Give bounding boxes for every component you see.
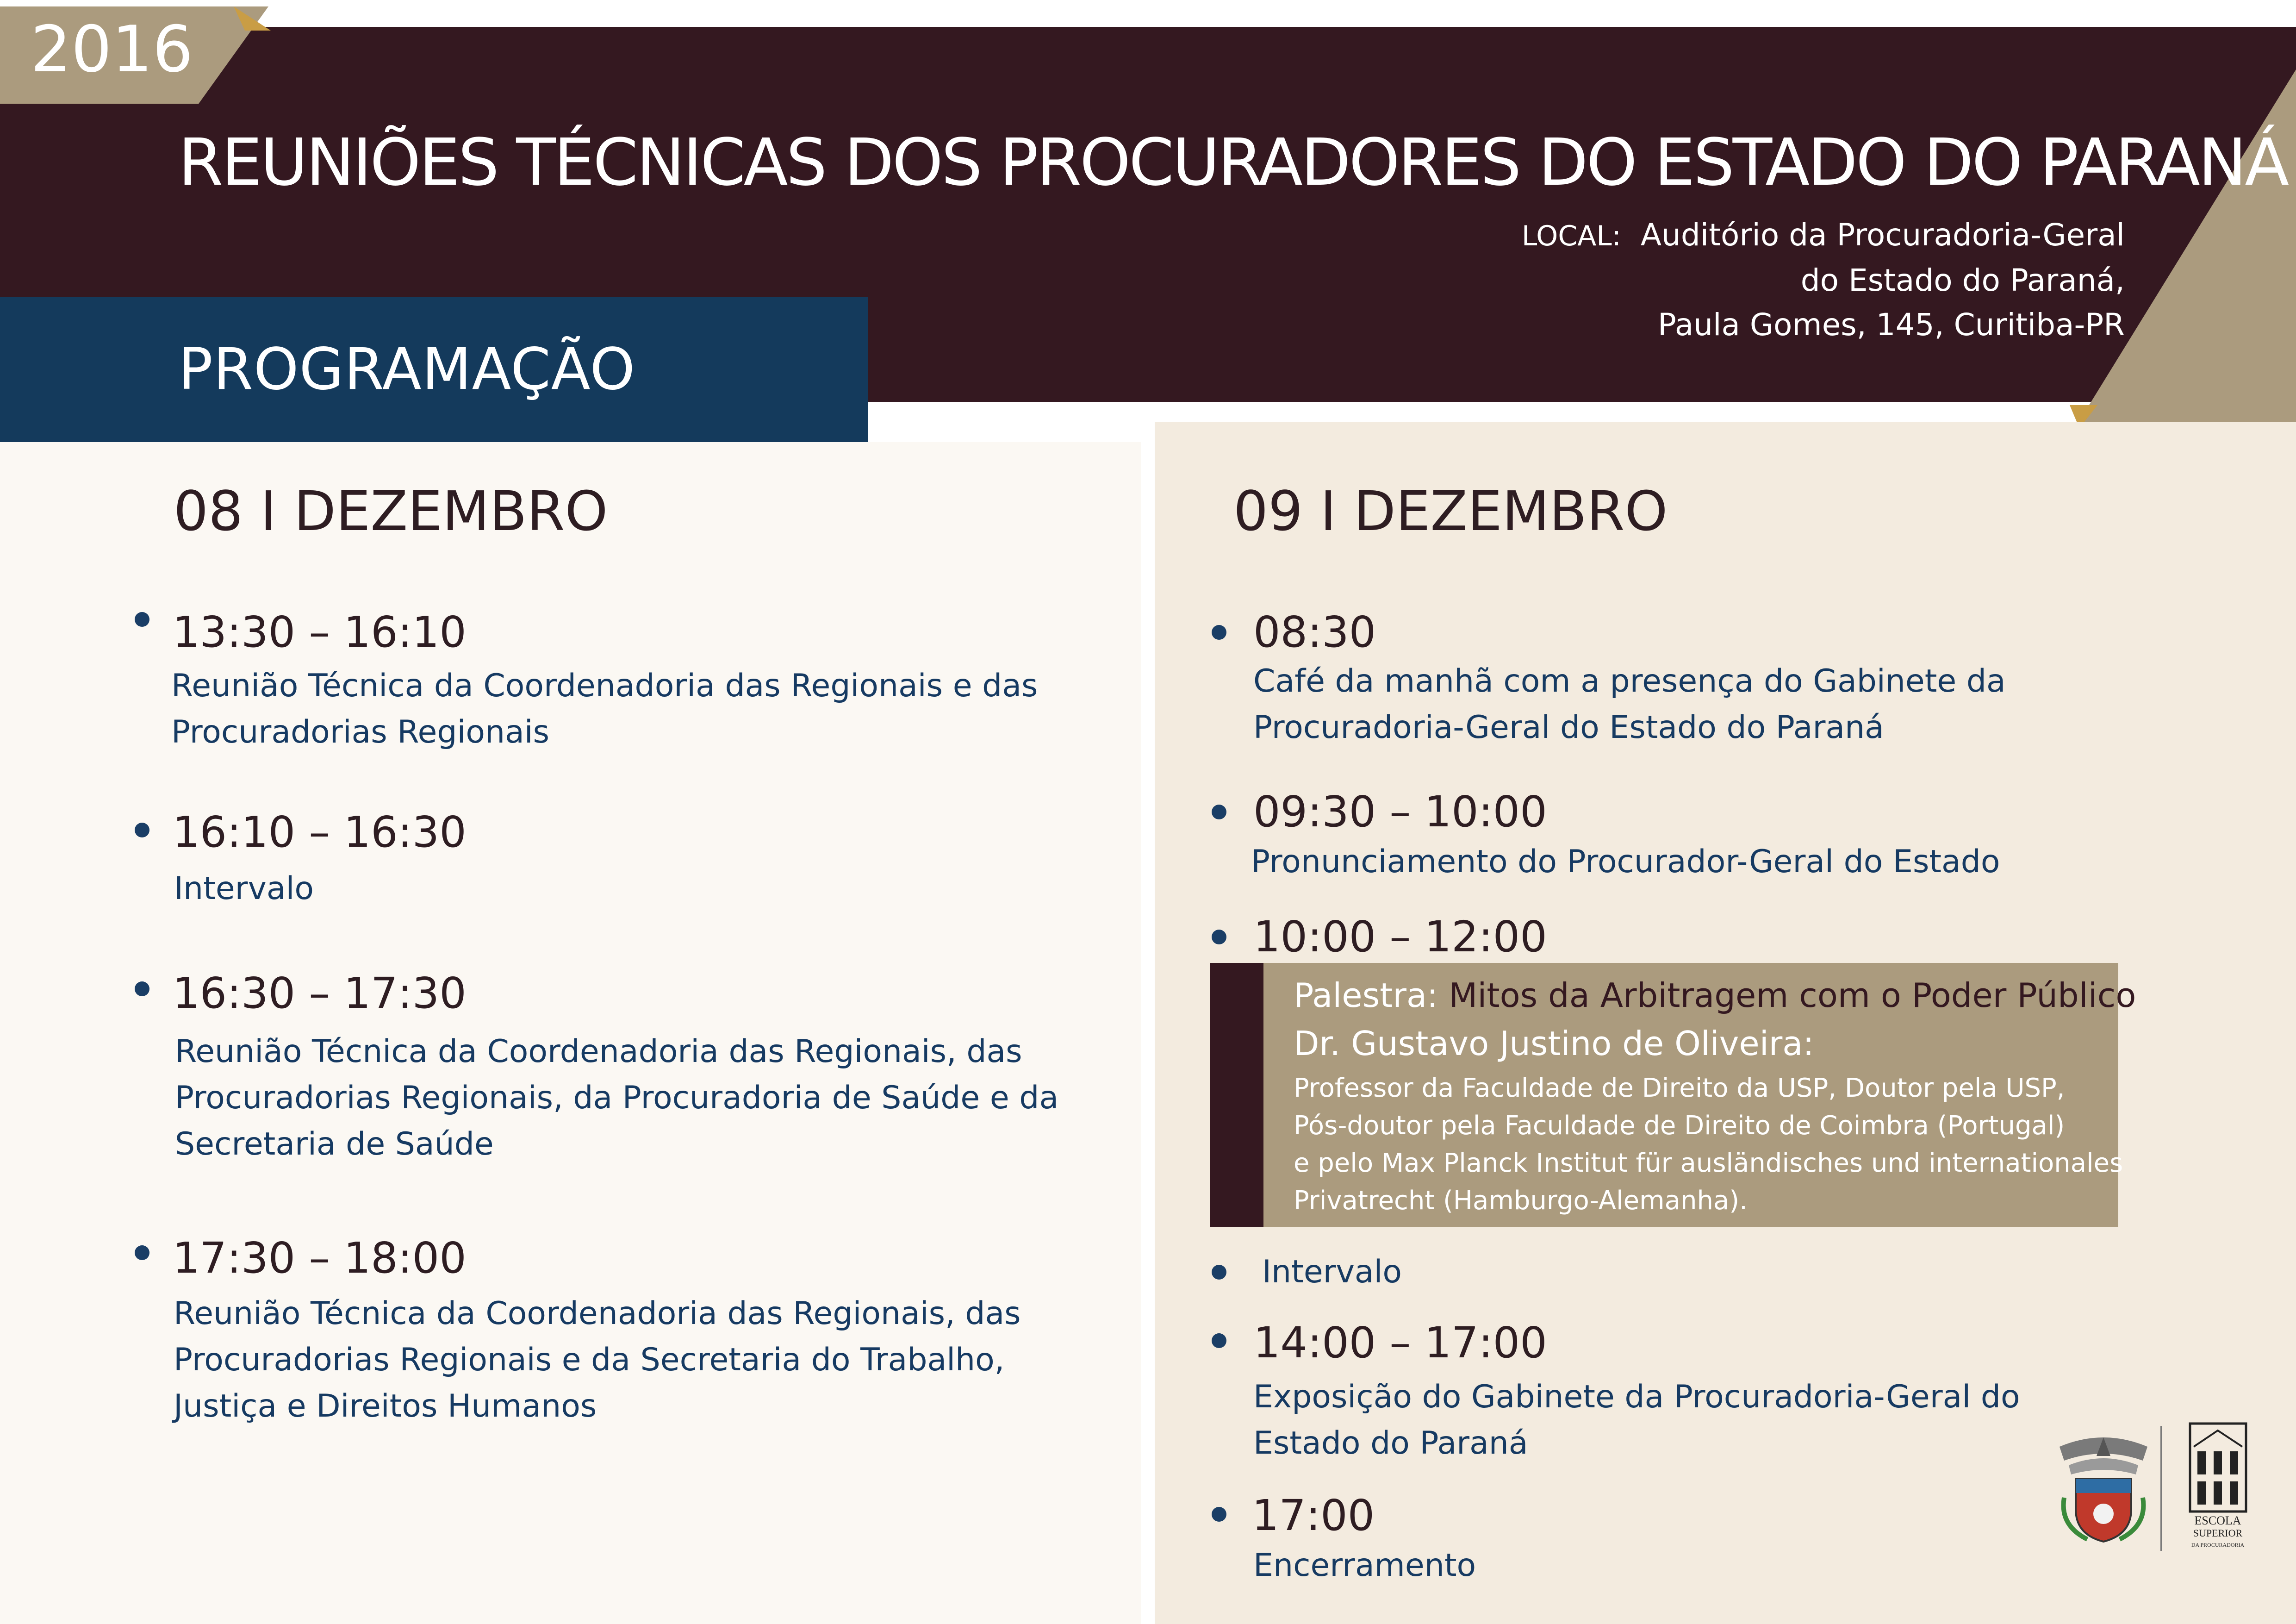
- page-title: REUNIÕES TÉCNICAS DOS PROCURADORES DO ESTADO DO PARANÁ: [178, 125, 2288, 200]
- day2-item-4-description: [1262, 1249, 1402, 1295]
- bullet-icon: [135, 612, 149, 627]
- description-line: Reunião Técnica da Coordenadoria das Regionais, das: [175, 1033, 1022, 1070]
- description-line: Intervalo: [174, 870, 314, 907]
- lecture-accent-bar: [1210, 963, 1263, 1227]
- location-line-3: Paula Gomes, 145, Curitiba-PR: [1658, 307, 2125, 343]
- description-line: Justiça e Direitos Humanos: [174, 1388, 597, 1424]
- description-line: Café da manhã com a presença do Gabinete da: [1253, 663, 2006, 700]
- description-line: Secretaria de Saúde: [175, 1126, 494, 1162]
- description-line: Encerramento: [1253, 1547, 1476, 1584]
- location-label: LOCAL:: [1521, 220, 1621, 252]
- location-line-2: do Estado do Paraná,: [1800, 262, 2125, 298]
- bullet-icon: [1212, 805, 1226, 819]
- bullet-icon: [1212, 930, 1226, 944]
- bullet-icon: [135, 823, 149, 837]
- school-logo-line-1: ESCOLA: [2194, 1514, 2241, 1527]
- bio-line: Professor da Faculdade de Direito da USP, Doutor pela USP,: [1294, 1073, 2065, 1103]
- day1-item-1-time: 13:30 – 16:10: [173, 607, 467, 657]
- day2-item-6-time: 17:00: [1252, 1491, 1375, 1540]
- lecture-topic: Mitos da Arbitragem com o Poder Público: [1449, 976, 2136, 1015]
- bio-line: Pós-doutor pela Faculdade de Direito de Coimbra (Portugal): [1294, 1111, 2065, 1141]
- description-line: Procuradorias Regionais: [171, 714, 550, 750]
- school-building-icon: [2184, 1419, 2252, 1551]
- description-line: Procuradoria-Geral do Estado do Paraná: [1253, 709, 1884, 746]
- day2-title: 09 I DEZEMBRO: [1233, 479, 1668, 543]
- description-line: Pronunciamento do Procurador-Geral do Estado: [1251, 843, 2000, 880]
- day2-item-5-time: 14:00 – 17:00: [1253, 1318, 1547, 1368]
- day1-item-3-description: [175, 1029, 1058, 1168]
- day1-item-2-time: 16:10 – 16:30: [173, 807, 467, 857]
- section-title: PROGRAMAÇÃO: [178, 336, 636, 403]
- day1-title: 08 I DEZEMBRO: [174, 479, 608, 543]
- location-line-1-text: Auditório da Procuradoria-Geral: [1640, 217, 2125, 253]
- bullet-icon: [1212, 625, 1226, 640]
- coat-of-arms-icon: [2050, 1428, 2157, 1544]
- description-line: Procuradorias Regionais, da Procuradoria de Saúde e da: [175, 1080, 1059, 1116]
- day2-item-1-description: [1253, 658, 2006, 751]
- day2-item-1-time: 08:30: [1253, 607, 1376, 657]
- lecture-speaker: Dr. Gustavo Justino de Oliveira:: [1294, 1024, 1814, 1063]
- lecture-label: Palestra:: [1294, 976, 1438, 1015]
- day1-item-1-description: [171, 663, 1038, 756]
- bullet-icon: [1212, 1507, 1226, 1522]
- day1-item-4-description: [174, 1291, 1021, 1430]
- description-line: Estado do Paraná: [1253, 1425, 1528, 1462]
- location-line-1: [1522, 213, 2125, 258]
- location-block: [1522, 213, 2125, 347]
- day2-item-2-time: 09:30 – 10:00: [1253, 787, 1547, 837]
- school-logo-line-2: SUPERIOR: [2193, 1527, 2243, 1539]
- day2-item-6-description: [1253, 1543, 1476, 1589]
- day2-item-2-description: [1251, 839, 2000, 885]
- bullet-icon: [135, 981, 149, 996]
- day1-item-4-time: 17:30 – 18:00: [173, 1233, 467, 1283]
- description-line: Reunião Técnica da Coordenadoria das Regionais e das: [171, 668, 1038, 704]
- day2-item-5-description: [1253, 1374, 2020, 1467]
- description-line: Procuradorias Regionais e da Secretaria do Trabalho,: [174, 1342, 1005, 1378]
- day1-item-2-description: [174, 866, 314, 912]
- bullet-icon: [1212, 1265, 1226, 1280]
- description-line: Intervalo: [1262, 1254, 1402, 1290]
- school-logo-line-3: DA PROCURADORIA: [2191, 1542, 2245, 1548]
- bullet-icon: [1212, 1333, 1226, 1348]
- day1-item-3-time: 16:30 – 17:30: [173, 968, 467, 1018]
- logo-divider: [2160, 1426, 2162, 1551]
- bullet-icon: [135, 1245, 149, 1260]
- description-line: Exposição do Gabinete da Procuradoria-Geral do: [1253, 1379, 2020, 1415]
- description-line: Reunião Técnica da Coordenadoria das Regionais, das: [174, 1295, 1021, 1332]
- bio-line: Privatrecht (Hamburgo-Alemanha).: [1294, 1186, 1748, 1216]
- bio-line: e pelo Max Planck Institut für ausländisches und internationales: [1294, 1148, 2123, 1178]
- lecture-title: [1294, 976, 2136, 1015]
- year-label: 2016: [31, 12, 193, 87]
- lecture-bio: [1294, 1069, 2123, 1219]
- day2-item-3-time: 10:00 – 12:00: [1253, 912, 1547, 962]
